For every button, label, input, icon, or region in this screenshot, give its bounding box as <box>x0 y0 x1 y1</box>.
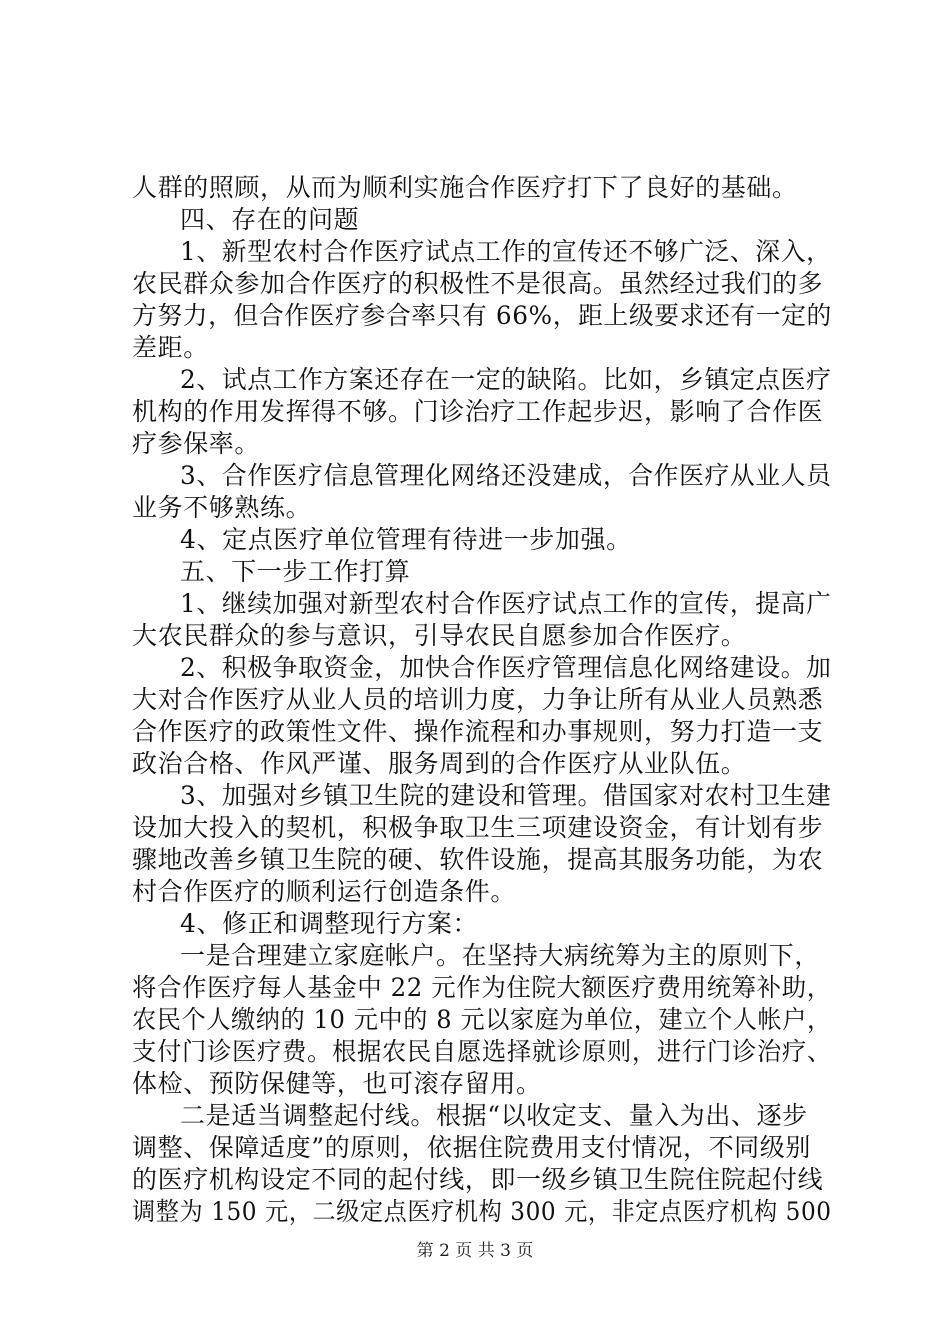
text-line-6: 差距。 <box>132 333 209 362</box>
text-line-26: 将合作医疗每人基金中 22 元作为住院大额医疗费用统筹补助， <box>132 973 832 1002</box>
text-line-11: 业务不够熟练。 <box>132 493 312 522</box>
text-line-24: 4、修正和调整现行方案： <box>180 909 479 938</box>
section-heading-issues: 四、存在的问题 <box>180 205 360 234</box>
text-line-22: 骤地改善乡镇卫生院的硬、软件设施，提高其服务功能，为农 <box>132 845 824 874</box>
text-line-30: 二是适当调整起付线。根据“以收定支、量入为出、逐步 <box>180 1101 808 1130</box>
text-line-25: 一是合理建立家庭帐户。在坚持大病统筹为主的原则下， <box>180 941 821 970</box>
text-line-27: 农民个人缴纳的 10 元中的 8 元以家庭为单位，建立个人帐户， <box>132 1005 832 1034</box>
text-line-12: 4、定点医疗单位管理有待进一步加强。 <box>180 525 632 554</box>
text-line-23: 村合作医疗的顺利运行创造条件。 <box>132 877 517 906</box>
text-line-9: 疗参保率。 <box>132 429 261 458</box>
text-line-18: 合作医疗的政策性文件、操作流程和办事规则，努力打造一支 <box>132 717 824 746</box>
text-line-19: 政治合格、作风严谨、服务周到的合作医疗从业队伍。 <box>132 749 747 778</box>
text-line-29: 体检、预防保健等，也可滚存留用。 <box>132 1069 542 1098</box>
text-line-15: 大农民群众的参与意识，引导农民自愿参加合作医疗。 <box>132 621 747 650</box>
text-line-21: 设加大投入的契机，积极争取卫生三项建设资金，有计划有步 <box>132 813 824 842</box>
text-line-7: 2、试点工作方案还存在一定的缺陷。比如，乡镇定点医疗 <box>180 365 832 394</box>
text-line-3: 1、新型农村合作医疗试点工作的宣传还不够广泛、深入， <box>180 237 832 266</box>
text-line-10: 3、合作医疗信息管理化网络还没建成，合作医疗从业人员 <box>180 461 832 490</box>
text-line-5: 方努力，但合作医疗参合率只有 66%，距上级要求还有一定的 <box>132 301 832 330</box>
text-line-16: 2、积极争取资金，加快合作医疗管理信息化网络建设。加 <box>180 653 832 682</box>
text-line-31: 调整、保障适度”的原则，依据住院费用支付情况，不同级别 <box>132 1133 811 1162</box>
text-line-1: 人群的照顾，从而为顺利实施合作医疗打下了良好的基础。 <box>132 173 798 202</box>
text-line-33: 调整为 150 元，二级定点医疗机构 300 元，非定点医疗机构 500 <box>132 1197 832 1226</box>
section-heading-next-steps: 五、下一步工作打算 <box>180 557 411 586</box>
text-line-4: 农民群众参加合作医疗的积极性不是很高。虽然经过我们的多 <box>132 269 824 298</box>
text-line-32: 的医疗机构设定不同的起付线，即一级乡镇卫生院住院起付线 <box>132 1165 824 1194</box>
text-line-28: 支付门诊医疗费。根据农民自愿选择就诊原则，进行门诊治疗、 <box>132 1037 832 1066</box>
text-line-17: 大对合作医疗从业人员的培训力度，力争让所有从业人员熟悉 <box>132 685 824 714</box>
page-number-footer: 第 2 页 共 3 页 <box>416 1241 534 1261</box>
text-line-20: 3、加强对乡镇卫生院的建设和管理。借国家对农村卫生建 <box>180 781 832 810</box>
text-line-8: 机构的作用发挥得不够。门诊治疗工作起步迟，影响了合作医 <box>132 397 824 426</box>
text-line-14: 1、继续加强对新型农村合作医疗试点工作的宣传，提高广 <box>180 589 832 618</box>
